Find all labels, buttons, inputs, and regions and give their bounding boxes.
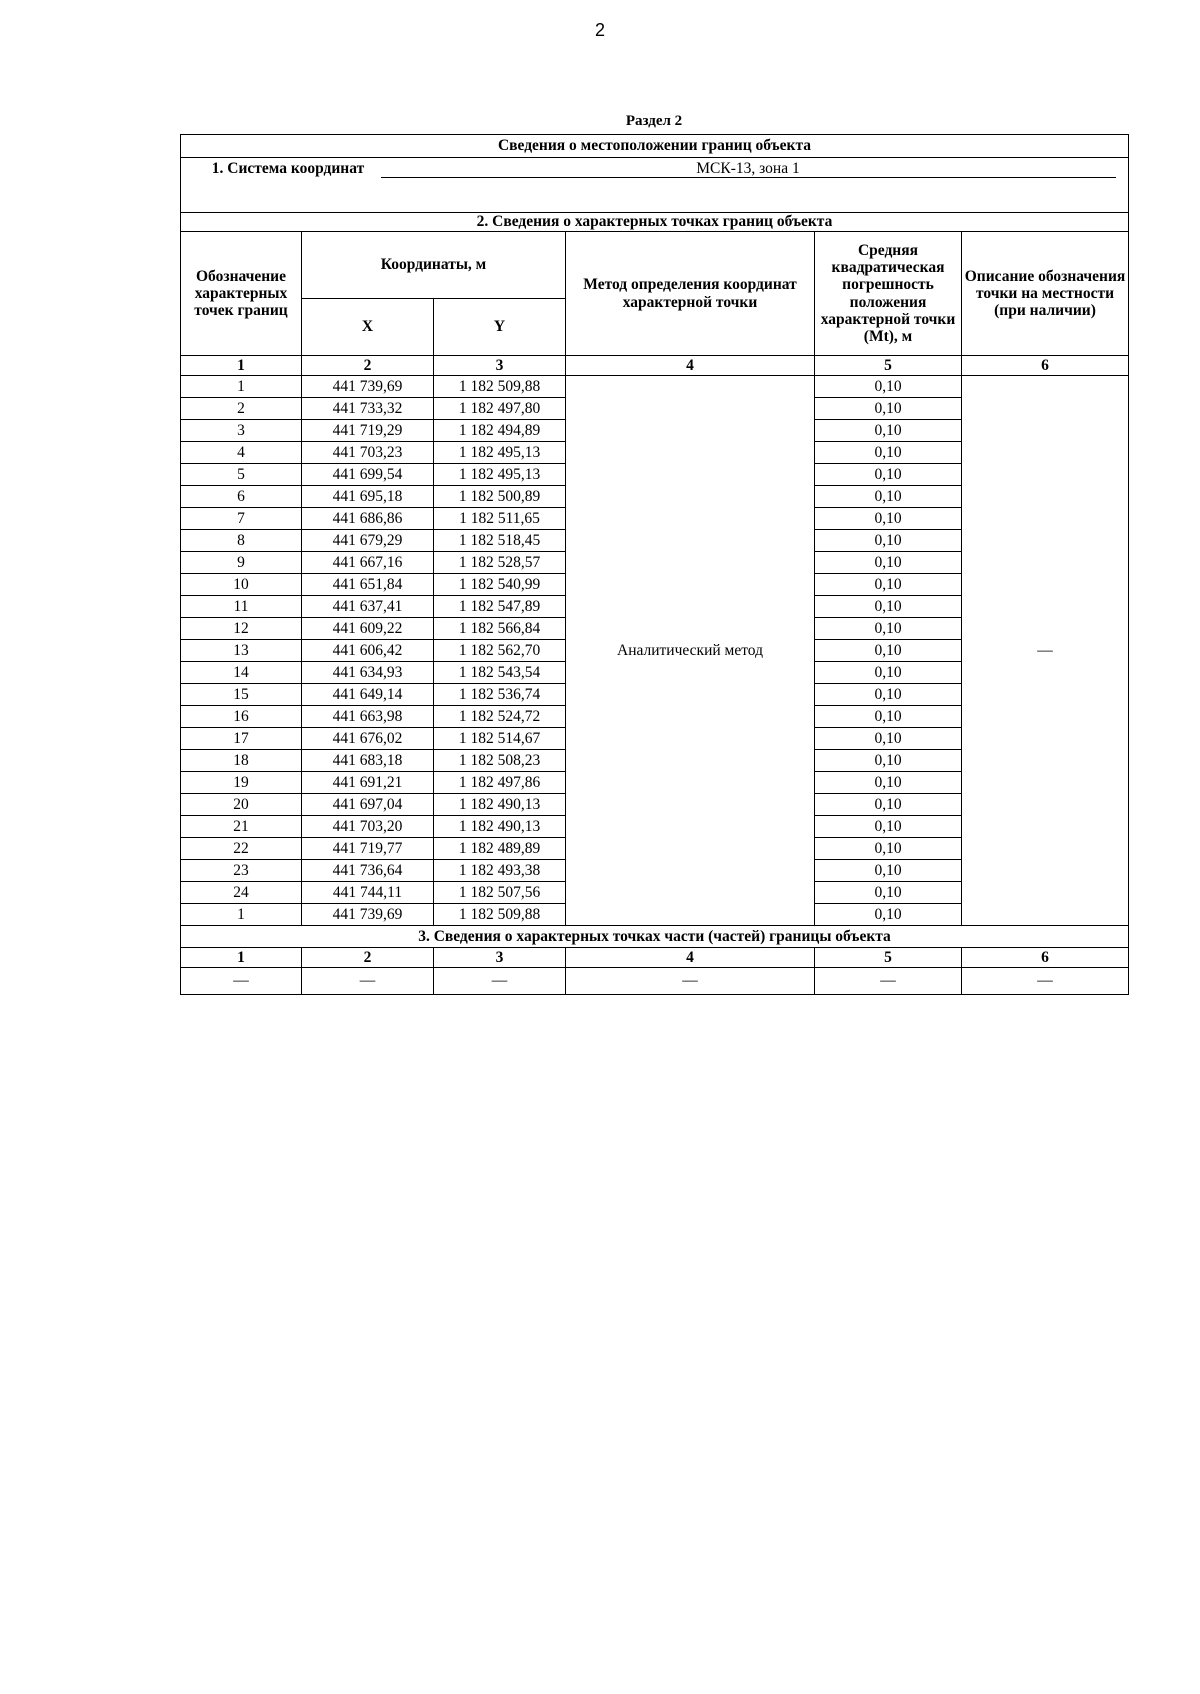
point-y: 1 182 495,13 xyxy=(434,464,566,486)
point-id: 1 xyxy=(181,904,302,926)
point-id: 6 xyxy=(181,486,302,508)
parts-column-number: 4 xyxy=(566,948,815,968)
point-row xyxy=(181,376,1129,398)
page-number: 2 xyxy=(594,20,605,40)
point-id: 18 xyxy=(181,750,302,772)
point-mt: 0,10 xyxy=(815,882,962,904)
header-designation: Обозначение характерных точек границ xyxy=(181,232,302,356)
point-id: 3 xyxy=(181,420,302,442)
point-mt: 0,10 xyxy=(815,860,962,882)
point-y: 1 182 528,57 xyxy=(434,552,566,574)
parts-column-number: 2 xyxy=(302,948,434,968)
point-x: 441 637,41 xyxy=(302,596,434,618)
header-coordinates: Координаты, м xyxy=(302,232,566,299)
point-id: 24 xyxy=(181,882,302,904)
point-x: 441 663,98 xyxy=(302,706,434,728)
point-id: 1 xyxy=(181,376,302,398)
point-y: 1 182 490,13 xyxy=(434,816,566,838)
point-mt: 0,10 xyxy=(815,684,962,706)
point-y: 1 182 495,13 xyxy=(434,442,566,464)
point-id: 21 xyxy=(181,816,302,838)
point-y: 1 182 566,84 xyxy=(434,618,566,640)
point-x: 441 667,16 xyxy=(302,552,434,574)
parts-cell: — xyxy=(962,968,1129,995)
method-cell: Аналитический метод xyxy=(566,376,815,926)
point-y: 1 182 547,89 xyxy=(434,596,566,618)
point-x: 441 697,04 xyxy=(302,794,434,816)
header-x: X xyxy=(302,299,434,356)
point-mt: 0,10 xyxy=(815,904,962,926)
point-mt: 0,10 xyxy=(815,376,962,398)
point-id: 20 xyxy=(181,794,302,816)
parts-column-number: 5 xyxy=(815,948,962,968)
point-id: 16 xyxy=(181,706,302,728)
point-y: 1 182 509,88 xyxy=(434,376,566,398)
point-id: 12 xyxy=(181,618,302,640)
column-number: 6 xyxy=(962,356,1129,376)
point-y: 1 182 497,86 xyxy=(434,772,566,794)
point-x: 441 686,86 xyxy=(302,508,434,530)
point-y: 1 182 540,99 xyxy=(434,574,566,596)
coordinate-system-value: МСК-13, зона 1 xyxy=(381,160,1116,178)
point-mt: 0,10 xyxy=(815,662,962,684)
point-mt: 0,10 xyxy=(815,838,962,860)
points-section-title: 2. Сведения о характерных точках границ объекта xyxy=(181,213,1129,232)
column-number: 5 xyxy=(815,356,962,376)
point-y: 1 182 490,13 xyxy=(434,794,566,816)
column-number: 3 xyxy=(434,356,566,376)
point-x: 441 739,69 xyxy=(302,376,434,398)
point-mt: 0,10 xyxy=(815,640,962,662)
point-mt: 0,10 xyxy=(815,398,962,420)
point-x: 441 744,11 xyxy=(302,882,434,904)
point-x: 441 683,18 xyxy=(302,750,434,772)
point-x: 441 609,22 xyxy=(302,618,434,640)
point-y: 1 182 562,70 xyxy=(434,640,566,662)
point-y: 1 182 524,72 xyxy=(434,706,566,728)
parts-cell: — xyxy=(434,968,566,995)
point-id: 11 xyxy=(181,596,302,618)
point-id: 10 xyxy=(181,574,302,596)
table-title: Сведения о местоположении границ объекта xyxy=(181,135,1129,158)
point-y: 1 182 511,65 xyxy=(434,508,566,530)
point-mt: 0,10 xyxy=(815,442,962,464)
point-x: 441 739,69 xyxy=(302,904,434,926)
point-y: 1 182 514,67 xyxy=(434,728,566,750)
point-x: 441 703,20 xyxy=(302,816,434,838)
parts-column-number: 1 xyxy=(181,948,302,968)
point-y: 1 182 508,23 xyxy=(434,750,566,772)
point-mt: 0,10 xyxy=(815,574,962,596)
column-number: 1 xyxy=(181,356,302,376)
point-mt: 0,10 xyxy=(815,728,962,750)
point-x: 441 719,29 xyxy=(302,420,434,442)
parts-cell: — xyxy=(566,968,815,995)
point-x: 441 695,18 xyxy=(302,486,434,508)
point-y: 1 182 518,45 xyxy=(434,530,566,552)
point-mt: 0,10 xyxy=(815,464,962,486)
point-mt: 0,10 xyxy=(815,794,962,816)
point-x: 441 676,02 xyxy=(302,728,434,750)
point-mt: 0,10 xyxy=(815,706,962,728)
point-mt: 0,10 xyxy=(815,750,962,772)
point-id: 14 xyxy=(181,662,302,684)
point-id: 9 xyxy=(181,552,302,574)
point-y: 1 182 543,54 xyxy=(434,662,566,684)
point-id: 4 xyxy=(181,442,302,464)
point-x: 441 649,14 xyxy=(302,684,434,706)
point-id: 5 xyxy=(181,464,302,486)
point-y: 1 182 509,88 xyxy=(434,904,566,926)
point-x: 441 703,23 xyxy=(302,442,434,464)
header-method: Метод определения координат характерной точки xyxy=(566,232,815,356)
point-id: 17 xyxy=(181,728,302,750)
point-id: 2 xyxy=(181,398,302,420)
header-y: Y xyxy=(434,299,566,356)
parts-cell: — xyxy=(302,968,434,995)
point-x: 441 634,93 xyxy=(302,662,434,684)
point-x: 441 606,42 xyxy=(302,640,434,662)
point-x: 441 699,54 xyxy=(302,464,434,486)
column-number: 4 xyxy=(566,356,815,376)
point-x: 441 736,64 xyxy=(302,860,434,882)
parts-cell: — xyxy=(815,968,962,995)
point-y: 1 182 489,89 xyxy=(434,838,566,860)
point-mt: 0,10 xyxy=(815,530,962,552)
point-y: 1 182 497,80 xyxy=(434,398,566,420)
parts-cell: — xyxy=(181,968,302,995)
point-x: 441 651,84 xyxy=(302,574,434,596)
point-y: 1 182 536,74 xyxy=(434,684,566,706)
point-id: 13 xyxy=(181,640,302,662)
header-description: Описание обозначения точки на местности (при наличии) xyxy=(962,232,1129,356)
coordinate-system-label: 1. Система координат xyxy=(211,160,365,177)
header-error: Средняя квадратическая погрешность положения характерной точки (Mt), м xyxy=(815,232,962,356)
point-id: 22 xyxy=(181,838,302,860)
point-id: 8 xyxy=(181,530,302,552)
point-id: 23 xyxy=(181,860,302,882)
point-id: 15 xyxy=(181,684,302,706)
point-mt: 0,10 xyxy=(815,486,962,508)
column-number: 2 xyxy=(302,356,434,376)
point-mt: 0,10 xyxy=(815,596,962,618)
point-y: 1 182 494,89 xyxy=(434,420,566,442)
boundary-table xyxy=(180,134,1129,995)
point-id: 7 xyxy=(181,508,302,530)
point-x: 441 679,29 xyxy=(302,530,434,552)
point-mt: 0,10 xyxy=(815,552,962,574)
section-title: Раздел 2 xyxy=(625,113,683,129)
point-mt: 0,10 xyxy=(815,816,962,838)
parts-column-number: 6 xyxy=(962,948,1129,968)
point-y: 1 182 507,56 xyxy=(434,882,566,904)
point-x: 441 733,32 xyxy=(302,398,434,420)
coordinate-system-cell xyxy=(181,158,1129,213)
point-y: 1 182 493,38 xyxy=(434,860,566,882)
point-id: 19 xyxy=(181,772,302,794)
description-cell: — xyxy=(962,376,1129,926)
parts-section-title: 3. Сведения о характерных точках части (частей) границы объекта xyxy=(181,926,1129,948)
point-y: 1 182 500,89 xyxy=(434,486,566,508)
point-x: 441 691,21 xyxy=(302,772,434,794)
point-mt: 0,10 xyxy=(815,508,962,530)
point-mt: 0,10 xyxy=(815,618,962,640)
parts-column-number: 3 xyxy=(434,948,566,968)
point-mt: 0,10 xyxy=(815,420,962,442)
point-mt: 0,10 xyxy=(815,772,962,794)
point-x: 441 719,77 xyxy=(302,838,434,860)
